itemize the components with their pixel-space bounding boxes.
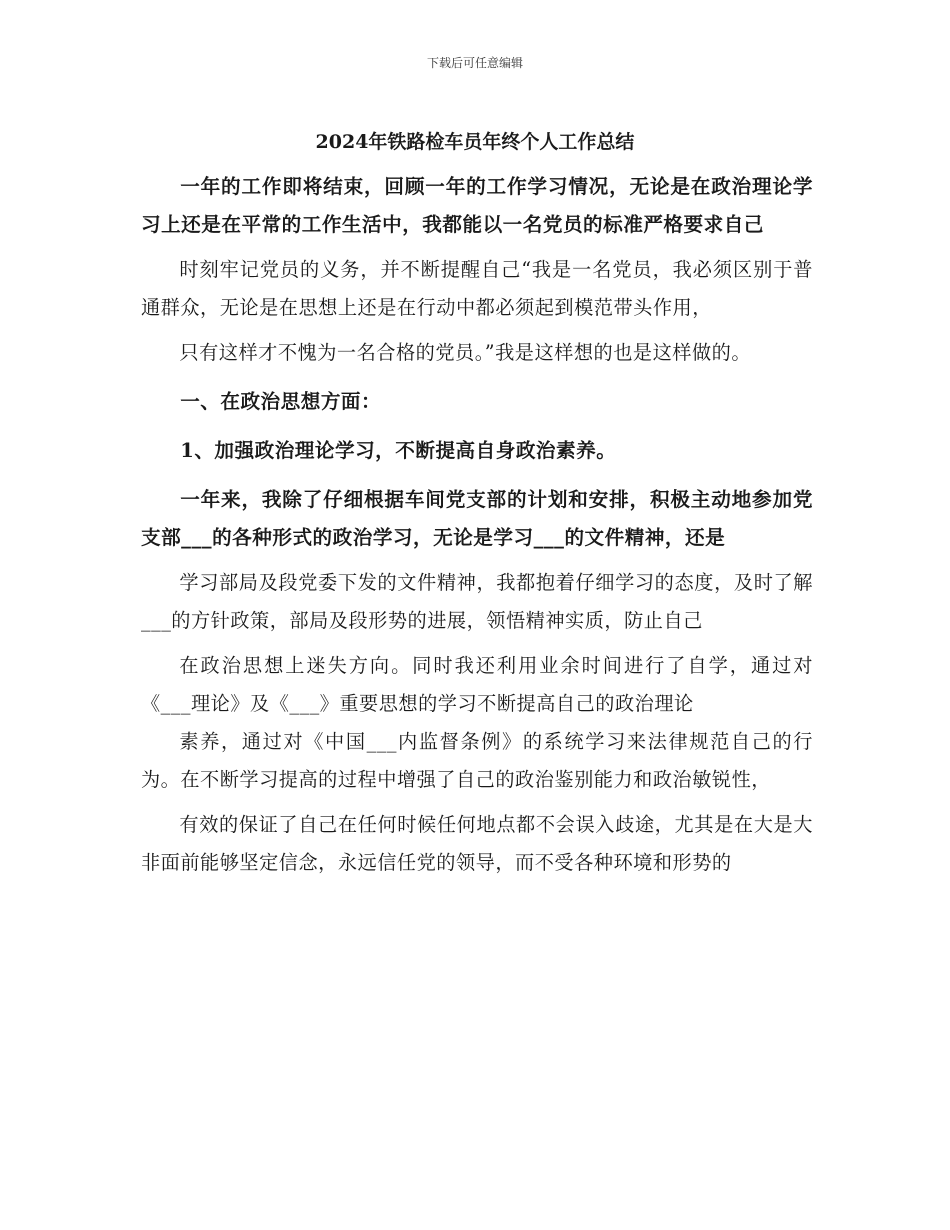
document-title: 2024年铁路检车员年终个人工作总结 <box>315 131 635 153</box>
paragraph-firm-belief: 有效的保证了自己在任何时候任何地点都不会误入歧途，尤其是在大是大非面前能够坚定信念，永远信任党的领导，而不受各种环境和形势的 <box>141 813 813 874</box>
section-heading-political: 一、在政治思想方面： <box>180 390 382 413</box>
page-header-note: 下载后可任意编辑 <box>426 56 523 70</box>
paragraph-regulations: 素养，通过对《中国___内监督条例》的系统学习来法律规范自己的行为。在不断学习提高的过程中增强了自己的政治鉴别能力和政治敏锐性， <box>141 730 813 791</box>
document-body <box>141 168 813 882</box>
paragraph-qualified-member: 只有这样才不愧为一名合格的党员。”我是这样想的也是这样做的。 <box>179 341 752 364</box>
paragraph-document-spirit: 学习部局及段党委下发的文件精神，我都抱着仔细学习的态度，及时了解___的方针政策，部局及段形势的进展，领悟精神实质，防止自己 <box>141 571 813 632</box>
paragraph-year-study: 一年来，我除了仔细根据车间党支部的计划和安排，积极主动地参加党支部___的各种形式的政治学习，无论是学习___的文件精神，还是 <box>141 488 813 549</box>
paragraph-intro: 一年的工作即将结束，回顾一年的工作学习情况，无论是在政治理论学习上还是在平常的工作生活中，我都能以一名党员的标准严格要求自己 <box>141 175 813 236</box>
paragraph-party-duty: 时刻牢记党员的义务，并不断提醒自己“我是一名党员，我必须区别于普通群众，无论是在思想上还是在行动中都必须起到模范带头作用， <box>141 258 813 319</box>
subsection-heading-theory-study: 1、加强政治理论学习，不断提高自身政治素养。 <box>180 439 617 462</box>
paragraph-self-study: 在政治思想上迷失方向。同时我还利用业余时间进行了自学，通过对《___理论》及《___》重要思想的学习不断提高自己的政治理论 <box>141 654 813 715</box>
